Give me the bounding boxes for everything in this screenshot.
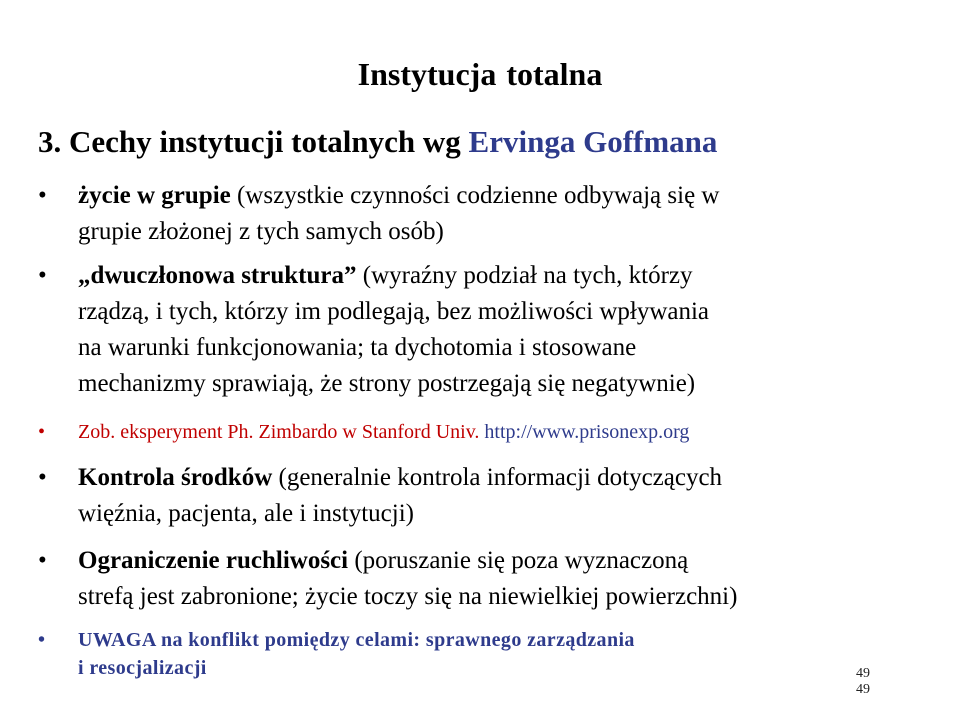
bullet-marker: •: [38, 464, 47, 491]
list-item-text: mechanizmy sprawiają, że strony postrzegają się negatywnie): [78, 370, 696, 397]
section-heading-author: Ervinga Goffmana: [468, 124, 718, 159]
reference-link[interactable]: http://www.prisonexp.org: [479, 421, 690, 443]
bullet-marker: •: [38, 421, 46, 443]
list-item-text: więźnia, pacjenta, ale i instytucji): [78, 500, 414, 527]
list-item-text: (wszystkie czynności codzienne odbywają się w: [230, 182, 720, 209]
bullet-marker: •: [38, 262, 47, 289]
list-item-term: „dwuczłonowa struktura”: [78, 262, 357, 289]
note-text: i resocjalizacji: [78, 657, 207, 679]
list-item-text: strefą jest zabronione; życie toczy się na niewielkiej powierzchni): [78, 583, 738, 610]
list-item-text: (poruszanie się poza wyznaczoną: [348, 547, 689, 574]
section-heading: [38, 122, 717, 162]
reference-text: Zob. eksperyment Ph. Zimbardo w Stanford Univ.: [78, 421, 480, 443]
slide-title: Instytucja totalna: [357, 56, 603, 92]
list-item-line: [78, 418, 689, 446]
list-item-line: [78, 178, 719, 214]
list-item-term: Ograniczenie ruchliwości: [78, 547, 349, 574]
note-text: UWAGA na konflikt pomiędzy celami: sprawnego zarządzania: [78, 629, 635, 651]
list-item-text: grupie złożonej z tych samych osób): [78, 218, 444, 245]
list-item-line: [78, 460, 722, 496]
bullet-marker: •: [38, 547, 47, 574]
bullet-marker: •: [38, 182, 47, 209]
list-item-term: życie w grupie: [78, 182, 231, 209]
list-item-line: [78, 258, 709, 294]
list-item-text: rządzą, i tych, którzy im podlegają, bez możliwości wpływania: [78, 298, 710, 325]
section-heading-prefix: 3. Cechy instytucji totalnych wg: [38, 124, 469, 159]
list-item-text: (generalnie kontrola informacji dotyczących: [272, 464, 723, 491]
bullet-marker: •: [38, 629, 46, 651]
list-item-text: (wyraźny podział na tych, którzy: [356, 262, 693, 289]
list-item-term: Kontrola środków: [78, 464, 273, 491]
list-item-text: na warunki funkcjonowania; ta dychotomia i stosowane: [78, 334, 637, 361]
page-number: 49: [856, 682, 870, 697]
list-item-line: [78, 543, 737, 579]
page-number: 49: [856, 666, 870, 681]
